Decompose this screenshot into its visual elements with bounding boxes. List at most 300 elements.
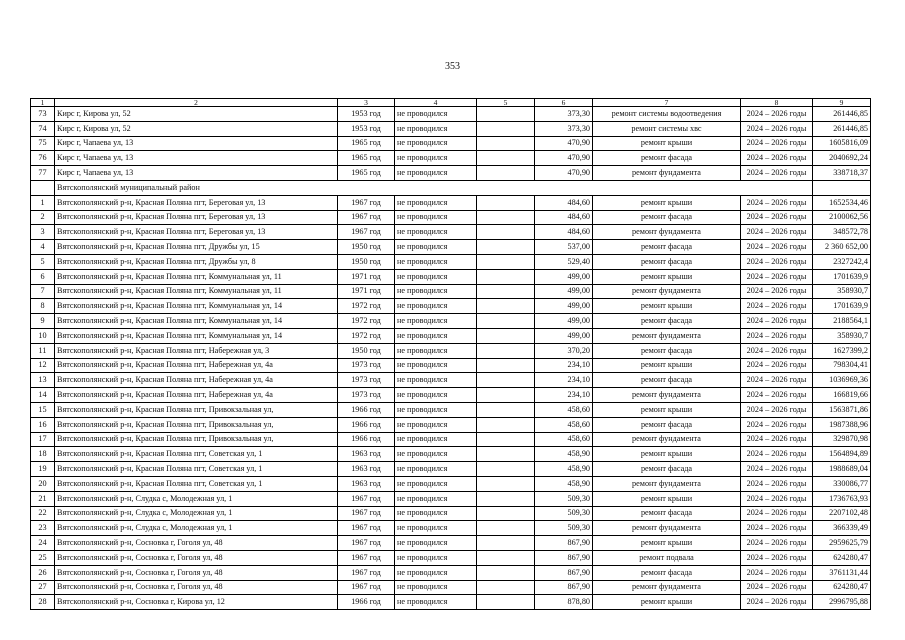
- work-type-cell: ремонт системы хвс: [593, 121, 741, 136]
- year-built-cell: 1967 год: [338, 580, 395, 595]
- last-repair-cell: не проводился: [395, 521, 477, 536]
- work-type-cell: ремонт фундамента: [593, 328, 741, 343]
- area-cell: 458,90: [535, 462, 593, 477]
- cost-cell: 166819,66: [813, 388, 871, 403]
- area-cell: 373,30: [535, 107, 593, 122]
- year-built-cell: 1967 год: [338, 536, 395, 551]
- cost-cell: 624280,47: [813, 550, 871, 565]
- cost-cell: 366339,49: [813, 521, 871, 536]
- address-cell: Вятскополянский р-н, Красная Поляна пгт, Привокзальная ул,: [55, 417, 338, 432]
- last-repair-cell: не проводился: [395, 136, 477, 151]
- row-number: 17: [31, 432, 55, 447]
- period-cell: 2024 – 2026 годы: [741, 447, 813, 462]
- empty-cell: [477, 432, 535, 447]
- address-cell: Вятскополянский р-н, Красная Поляна пгт, Привокзальная ул,: [55, 432, 338, 447]
- work-type-cell: ремонт фасада: [593, 151, 741, 166]
- column-number: 1: [31, 99, 55, 107]
- cost-cell: 358930,7: [813, 284, 871, 299]
- cost-cell: 2 360 652,00: [813, 240, 871, 255]
- year-built-cell: 1967 год: [338, 565, 395, 580]
- area-cell: 499,00: [535, 299, 593, 314]
- table-row: [31, 107, 871, 122]
- column-number: 4: [395, 99, 477, 107]
- address-cell: Вятскополянский р-н, Слудка с, Молодежная ул, 1: [55, 491, 338, 506]
- work-type-cell: ремонт крыши: [593, 595, 741, 610]
- table-row: [31, 388, 871, 403]
- area-cell: 370,20: [535, 343, 593, 358]
- address-cell: Вятскополянский р-н, Красная Поляна пгт, Коммунальная ул, 11: [55, 284, 338, 299]
- column-number-row: [31, 99, 871, 107]
- period-cell: 2024 – 2026 годы: [741, 328, 813, 343]
- period-cell: 2024 – 2026 годы: [741, 595, 813, 610]
- work-type-cell: ремонт крыши: [593, 491, 741, 506]
- last-repair-cell: не проводился: [395, 476, 477, 491]
- last-repair-cell: не проводился: [395, 314, 477, 329]
- table-row: [31, 210, 871, 225]
- row-number: 22: [31, 506, 55, 521]
- table-row: [31, 284, 871, 299]
- row-number: 5: [31, 254, 55, 269]
- column-number: 9: [813, 99, 871, 107]
- period-cell: 2024 – 2026 годы: [741, 195, 813, 210]
- area-cell: 373,30: [535, 121, 593, 136]
- repair-program-table: [30, 98, 871, 610]
- empty-cell: [477, 240, 535, 255]
- period-cell: 2024 – 2026 годы: [741, 491, 813, 506]
- area-cell: 458,90: [535, 476, 593, 491]
- cost-cell: 2959625,79: [813, 536, 871, 551]
- table-row: [31, 373, 871, 388]
- area-cell: 867,90: [535, 536, 593, 551]
- empty-cell: [477, 358, 535, 373]
- work-type-cell: ремонт фасада: [593, 462, 741, 477]
- table-row: [31, 269, 871, 284]
- empty-cell: [477, 299, 535, 314]
- empty-cell: [477, 195, 535, 210]
- empty-cell: [477, 521, 535, 536]
- row-number: 2: [31, 210, 55, 225]
- table-row: [31, 254, 871, 269]
- row-number: 26: [31, 565, 55, 580]
- work-type-cell: ремонт крыши: [593, 269, 741, 284]
- year-built-cell: 1963 год: [338, 447, 395, 462]
- area-cell: 470,90: [535, 136, 593, 151]
- year-built-cell: 1953 год: [338, 107, 395, 122]
- period-cell: 2024 – 2026 годы: [741, 536, 813, 551]
- area-cell: 458,60: [535, 417, 593, 432]
- table-row: [31, 580, 871, 595]
- year-built-cell: 1971 год: [338, 284, 395, 299]
- address-cell: Вятскополянский р-н, Слудка с, Молодежная ул, 1: [55, 521, 338, 536]
- year-built-cell: 1967 год: [338, 195, 395, 210]
- empty-cell: [477, 121, 535, 136]
- year-built-cell: 1967 год: [338, 521, 395, 536]
- last-repair-cell: не проводился: [395, 269, 477, 284]
- last-repair-cell: не проводился: [395, 402, 477, 417]
- empty-cell: [477, 343, 535, 358]
- year-built-cell: 1966 год: [338, 595, 395, 610]
- work-type-cell: ремонт фундамента: [593, 166, 741, 181]
- section-header-row: [31, 180, 871, 195]
- area-cell: 509,30: [535, 521, 593, 536]
- address-cell: Вятскополянский р-н, Сосновка г, Кирова ул, 12: [55, 595, 338, 610]
- empty-cell: [477, 314, 535, 329]
- row-number: 19: [31, 462, 55, 477]
- period-cell: 2024 – 2026 годы: [741, 476, 813, 491]
- row-number: 18: [31, 447, 55, 462]
- year-built-cell: 1950 год: [338, 343, 395, 358]
- work-type-cell: ремонт фасада: [593, 210, 741, 225]
- cost-cell: 1736763,93: [813, 491, 871, 506]
- work-type-cell: ремонт крыши: [593, 402, 741, 417]
- year-built-cell: 1966 год: [338, 417, 395, 432]
- empty-cell: [477, 388, 535, 403]
- table-row: [31, 476, 871, 491]
- last-repair-cell: не проводился: [395, 195, 477, 210]
- area-cell: 878,80: [535, 595, 593, 610]
- area-cell: 234,10: [535, 388, 593, 403]
- address-cell: Вятскополянский р-н, Сосновка г, Гоголя ул, 48: [55, 565, 338, 580]
- last-repair-cell: не проводился: [395, 565, 477, 580]
- area-cell: 484,60: [535, 210, 593, 225]
- period-cell: 2024 – 2026 годы: [741, 521, 813, 536]
- period-cell: 2024 – 2026 годы: [741, 225, 813, 240]
- period-cell: 2024 – 2026 годы: [741, 240, 813, 255]
- last-repair-cell: не проводился: [395, 284, 477, 299]
- cost-cell: 2188564,1: [813, 314, 871, 329]
- empty-cell: [477, 269, 535, 284]
- table-row: [31, 358, 871, 373]
- table-row: [31, 565, 871, 580]
- year-built-cell: 1967 год: [338, 506, 395, 521]
- year-built-cell: 1966 год: [338, 432, 395, 447]
- empty-cell: [477, 151, 535, 166]
- row-number: 16: [31, 417, 55, 432]
- address-cell: Кирс г, Кирова ул, 52: [55, 107, 338, 122]
- period-cell: 2024 – 2026 годы: [741, 565, 813, 580]
- empty-cell: [477, 536, 535, 551]
- last-repair-cell: не проводился: [395, 417, 477, 432]
- empty-cell: [477, 506, 535, 521]
- table-row: [31, 506, 871, 521]
- table-row: [31, 402, 871, 417]
- area-cell: 499,00: [535, 269, 593, 284]
- table-row: [31, 314, 871, 329]
- empty-cell: [477, 550, 535, 565]
- empty-cell: [477, 462, 535, 477]
- last-repair-cell: не проводился: [395, 462, 477, 477]
- year-built-cell: 1967 год: [338, 491, 395, 506]
- column-number: 2: [55, 99, 338, 107]
- last-repair-cell: не проводился: [395, 447, 477, 462]
- period-cell: 2024 – 2026 годы: [741, 136, 813, 151]
- last-repair-cell: не проводился: [395, 225, 477, 240]
- last-repair-cell: не проводился: [395, 240, 477, 255]
- table-row: [31, 491, 871, 506]
- cost-cell: 1701639,9: [813, 299, 871, 314]
- row-number: 24: [31, 536, 55, 551]
- work-type-cell: ремонт крыши: [593, 358, 741, 373]
- empty-cell: [477, 565, 535, 580]
- cost-cell: 1036969,36: [813, 373, 871, 388]
- address-cell: Вятскополянский р-н, Красная Поляна пгт, Береговая ул, 13: [55, 225, 338, 240]
- row-number: 7: [31, 284, 55, 299]
- table-row: [31, 521, 871, 536]
- period-cell: 2024 – 2026 годы: [741, 388, 813, 403]
- empty-cell: [477, 166, 535, 181]
- cost-cell: 1627399,2: [813, 343, 871, 358]
- period-cell: 2024 – 2026 годы: [741, 550, 813, 565]
- address-cell: Вятскополянский р-н, Красная Поляна пгт, Привокзальная ул,: [55, 402, 338, 417]
- period-cell: 2024 – 2026 годы: [741, 314, 813, 329]
- address-cell: Вятскополянский р-н, Красная Поляна пгт, Набережная ул, 4а: [55, 373, 338, 388]
- last-repair-cell: не проводился: [395, 328, 477, 343]
- row-number: 8: [31, 299, 55, 314]
- cost-cell: 261446,85: [813, 121, 871, 136]
- table-row: [31, 121, 871, 136]
- last-repair-cell: не проводился: [395, 107, 477, 122]
- empty-cell: [477, 284, 535, 299]
- table-row: [31, 136, 871, 151]
- work-type-cell: ремонт фасада: [593, 254, 741, 269]
- row-number: 77: [31, 166, 55, 181]
- period-cell: 2024 – 2026 годы: [741, 107, 813, 122]
- year-built-cell: 1971 год: [338, 269, 395, 284]
- cost-cell: 2327242,4: [813, 254, 871, 269]
- last-repair-cell: не проводился: [395, 299, 477, 314]
- row-number: 4: [31, 240, 55, 255]
- cost-cell: 330086,77: [813, 476, 871, 491]
- column-number: 8: [741, 99, 813, 107]
- empty-cell: [477, 491, 535, 506]
- cost-cell: 261446,85: [813, 107, 871, 122]
- year-built-cell: 1950 год: [338, 254, 395, 269]
- address-cell: Вятскополянский р-н, Сосновка г, Гоголя ул, 48: [55, 580, 338, 595]
- address-cell: Вятскополянский р-н, Красная Поляна пгт, Коммунальная ул, 11: [55, 269, 338, 284]
- period-cell: 2024 – 2026 годы: [741, 402, 813, 417]
- year-built-cell: 1972 год: [338, 328, 395, 343]
- cost-cell: 3761131,44: [813, 565, 871, 580]
- work-type-cell: ремонт фасада: [593, 314, 741, 329]
- address-cell: Вятскополянский р-н, Красная Поляна пгт, Советская ул, 1: [55, 462, 338, 477]
- work-type-cell: ремонт системы водоотведения: [593, 107, 741, 122]
- row-number: 74: [31, 121, 55, 136]
- row-number: 10: [31, 328, 55, 343]
- cost-cell: 2100062,56: [813, 210, 871, 225]
- last-repair-cell: не проводился: [395, 121, 477, 136]
- area-cell: 509,30: [535, 491, 593, 506]
- work-type-cell: ремонт фундамента: [593, 225, 741, 240]
- cost-cell: 358930,7: [813, 328, 871, 343]
- year-built-cell: 1973 год: [338, 373, 395, 388]
- year-built-cell: 1967 год: [338, 210, 395, 225]
- work-type-cell: ремонт фундамента: [593, 284, 741, 299]
- empty-cell: [477, 254, 535, 269]
- period-cell: 2024 – 2026 годы: [741, 269, 813, 284]
- row-number: 23: [31, 521, 55, 536]
- period-cell: 2024 – 2026 годы: [741, 121, 813, 136]
- cost-cell: 798304,41: [813, 358, 871, 373]
- row-number: 9: [31, 314, 55, 329]
- area-cell: 867,90: [535, 565, 593, 580]
- address-cell: Вятскополянский р-н, Красная Поляна пгт, Дружбы ул, 15: [55, 240, 338, 255]
- area-cell: 499,00: [535, 328, 593, 343]
- table-row: [31, 417, 871, 432]
- period-cell: 2024 – 2026 годы: [741, 254, 813, 269]
- cost-cell: 1701639,9: [813, 269, 871, 284]
- cost-cell: 329870,98: [813, 432, 871, 447]
- year-built-cell: 1965 год: [338, 151, 395, 166]
- last-repair-cell: не проводился: [395, 166, 477, 181]
- period-cell: 2024 – 2026 годы: [741, 462, 813, 477]
- empty-cell: [477, 210, 535, 225]
- row-number: 13: [31, 373, 55, 388]
- row-number: 76: [31, 151, 55, 166]
- address-cell: Вятскополянский р-н, Красная Поляна пгт, Береговая ул, 13: [55, 210, 338, 225]
- row-number: 21: [31, 491, 55, 506]
- year-built-cell: 1965 год: [338, 136, 395, 151]
- year-built-cell: 1963 год: [338, 462, 395, 477]
- year-built-cell: 1950 год: [338, 240, 395, 255]
- period-cell: 2024 – 2026 годы: [741, 210, 813, 225]
- last-repair-cell: не проводился: [395, 388, 477, 403]
- work-type-cell: ремонт подвала: [593, 550, 741, 565]
- work-type-cell: ремонт фундамента: [593, 476, 741, 491]
- period-cell: 2024 – 2026 годы: [741, 299, 813, 314]
- row-number: 75: [31, 136, 55, 151]
- period-cell: 2024 – 2026 годы: [741, 284, 813, 299]
- area-cell: 484,60: [535, 225, 593, 240]
- empty-cell: [477, 107, 535, 122]
- last-repair-cell: не проводился: [395, 432, 477, 447]
- period-cell: 2024 – 2026 годы: [741, 358, 813, 373]
- area-cell: 470,90: [535, 166, 593, 181]
- empty-cell: [477, 580, 535, 595]
- cost-cell: 2996795,88: [813, 595, 871, 610]
- column-number: 3: [338, 99, 395, 107]
- work-type-cell: ремонт фундамента: [593, 432, 741, 447]
- year-built-cell: 1972 год: [338, 314, 395, 329]
- year-built-cell: 1963 год: [338, 476, 395, 491]
- year-built-cell: 1967 год: [338, 225, 395, 240]
- year-built-cell: 1965 год: [338, 166, 395, 181]
- last-repair-cell: не проводился: [395, 151, 477, 166]
- cost-cell: 1988689,04: [813, 462, 871, 477]
- table-row: [31, 240, 871, 255]
- row-number: 1: [31, 195, 55, 210]
- empty-cell: [477, 328, 535, 343]
- table-row: [31, 166, 871, 181]
- table-row: [31, 432, 871, 447]
- work-type-cell: ремонт фасада: [593, 417, 741, 432]
- area-cell: 458,90: [535, 447, 593, 462]
- area-cell: 499,00: [535, 314, 593, 329]
- year-built-cell: 1973 год: [338, 358, 395, 373]
- year-built-cell: 1973 год: [338, 388, 395, 403]
- period-cell: 2024 – 2026 годы: [741, 580, 813, 595]
- empty-cell: [477, 417, 535, 432]
- work-type-cell: ремонт фасада: [593, 373, 741, 388]
- cost-cell: 338718,37: [813, 166, 871, 181]
- address-cell: Вятскополянский р-н, Красная Поляна пгт, Советская ул, 1: [55, 476, 338, 491]
- period-cell: 2024 – 2026 годы: [741, 373, 813, 388]
- area-cell: 509,30: [535, 506, 593, 521]
- area-cell: 458,60: [535, 402, 593, 417]
- address-cell: Вятскополянский р-н, Красная Поляна пгт, Набережная ул, 4а: [55, 358, 338, 373]
- last-repair-cell: не проводился: [395, 550, 477, 565]
- area-cell: 529,40: [535, 254, 593, 269]
- address-cell: Вятскополянский р-н, Красная Поляна пгт, Коммунальная ул, 14: [55, 299, 338, 314]
- cost-cell: 624280,47: [813, 580, 871, 595]
- table-row: [31, 151, 871, 166]
- area-cell: 234,10: [535, 373, 593, 388]
- empty-cell: [477, 225, 535, 240]
- row-number: 27: [31, 580, 55, 595]
- last-repair-cell: не проводился: [395, 595, 477, 610]
- empty-cell: [477, 136, 535, 151]
- row-number: 14: [31, 388, 55, 403]
- year-built-cell: 1972 год: [338, 299, 395, 314]
- address-cell: Кирс г, Кирова ул, 52: [55, 121, 338, 136]
- last-repair-cell: не проводился: [395, 358, 477, 373]
- last-repair-cell: не проводился: [395, 536, 477, 551]
- work-type-cell: ремонт фасада: [593, 506, 741, 521]
- table-row: [31, 195, 871, 210]
- cost-cell: 2207102,48: [813, 506, 871, 521]
- cost-cell: 1652534,46: [813, 195, 871, 210]
- address-cell: Кирс г, Чапаева ул, 13: [55, 166, 338, 181]
- address-cell: Кирс г, Чапаева ул, 13: [55, 151, 338, 166]
- period-cell: 2024 – 2026 годы: [741, 343, 813, 358]
- work-type-cell: ремонт фасада: [593, 343, 741, 358]
- empty-cell: [477, 373, 535, 388]
- address-cell: Вятскополянский р-н, Сосновка г, Гоголя ул, 48: [55, 536, 338, 551]
- period-cell: 2024 – 2026 годы: [741, 417, 813, 432]
- cost-cell: 1564894,89: [813, 447, 871, 462]
- work-type-cell: ремонт фундамента: [593, 521, 741, 536]
- work-type-cell: ремонт крыши: [593, 536, 741, 551]
- address-cell: Вятскополянский р-н, Красная Поляна пгт, Советская ул, 1: [55, 447, 338, 462]
- table-row: [31, 328, 871, 343]
- period-cell: 2024 – 2026 годы: [741, 432, 813, 447]
- table-row: [31, 343, 871, 358]
- work-type-cell: ремонт фасада: [593, 240, 741, 255]
- row-number: 6: [31, 269, 55, 284]
- period-cell: 2024 – 2026 годы: [741, 166, 813, 181]
- row-number: 73: [31, 107, 55, 122]
- area-cell: 484,60: [535, 195, 593, 210]
- row-number: 28: [31, 595, 55, 610]
- empty-cell: [477, 447, 535, 462]
- row-number: 15: [31, 402, 55, 417]
- year-built-cell: 1953 год: [338, 121, 395, 136]
- address-cell: Вятскополянский р-н, Слудка с, Молодежная ул, 1: [55, 506, 338, 521]
- empty-cell: [477, 595, 535, 610]
- work-type-cell: ремонт фасада: [593, 565, 741, 580]
- address-cell: Вятскополянский р-н, Красная Поляна пгт, Береговая ул, 13: [55, 195, 338, 210]
- row-number: 11: [31, 343, 55, 358]
- table-row: [31, 299, 871, 314]
- row-number: 3: [31, 225, 55, 240]
- row-number: [31, 180, 55, 195]
- area-cell: 234,10: [535, 358, 593, 373]
- cost-cell: 1987388,96: [813, 417, 871, 432]
- year-built-cell: 1966 год: [338, 402, 395, 417]
- address-cell: Вятскополянский р-н, Красная Поляна пгт, Коммунальная ул, 14: [55, 328, 338, 343]
- area-cell: 470,90: [535, 151, 593, 166]
- empty-cell: [813, 180, 871, 195]
- address-cell: Вятскополянский р-н, Красная Поляна пгт, Набережная ул, 4а: [55, 388, 338, 403]
